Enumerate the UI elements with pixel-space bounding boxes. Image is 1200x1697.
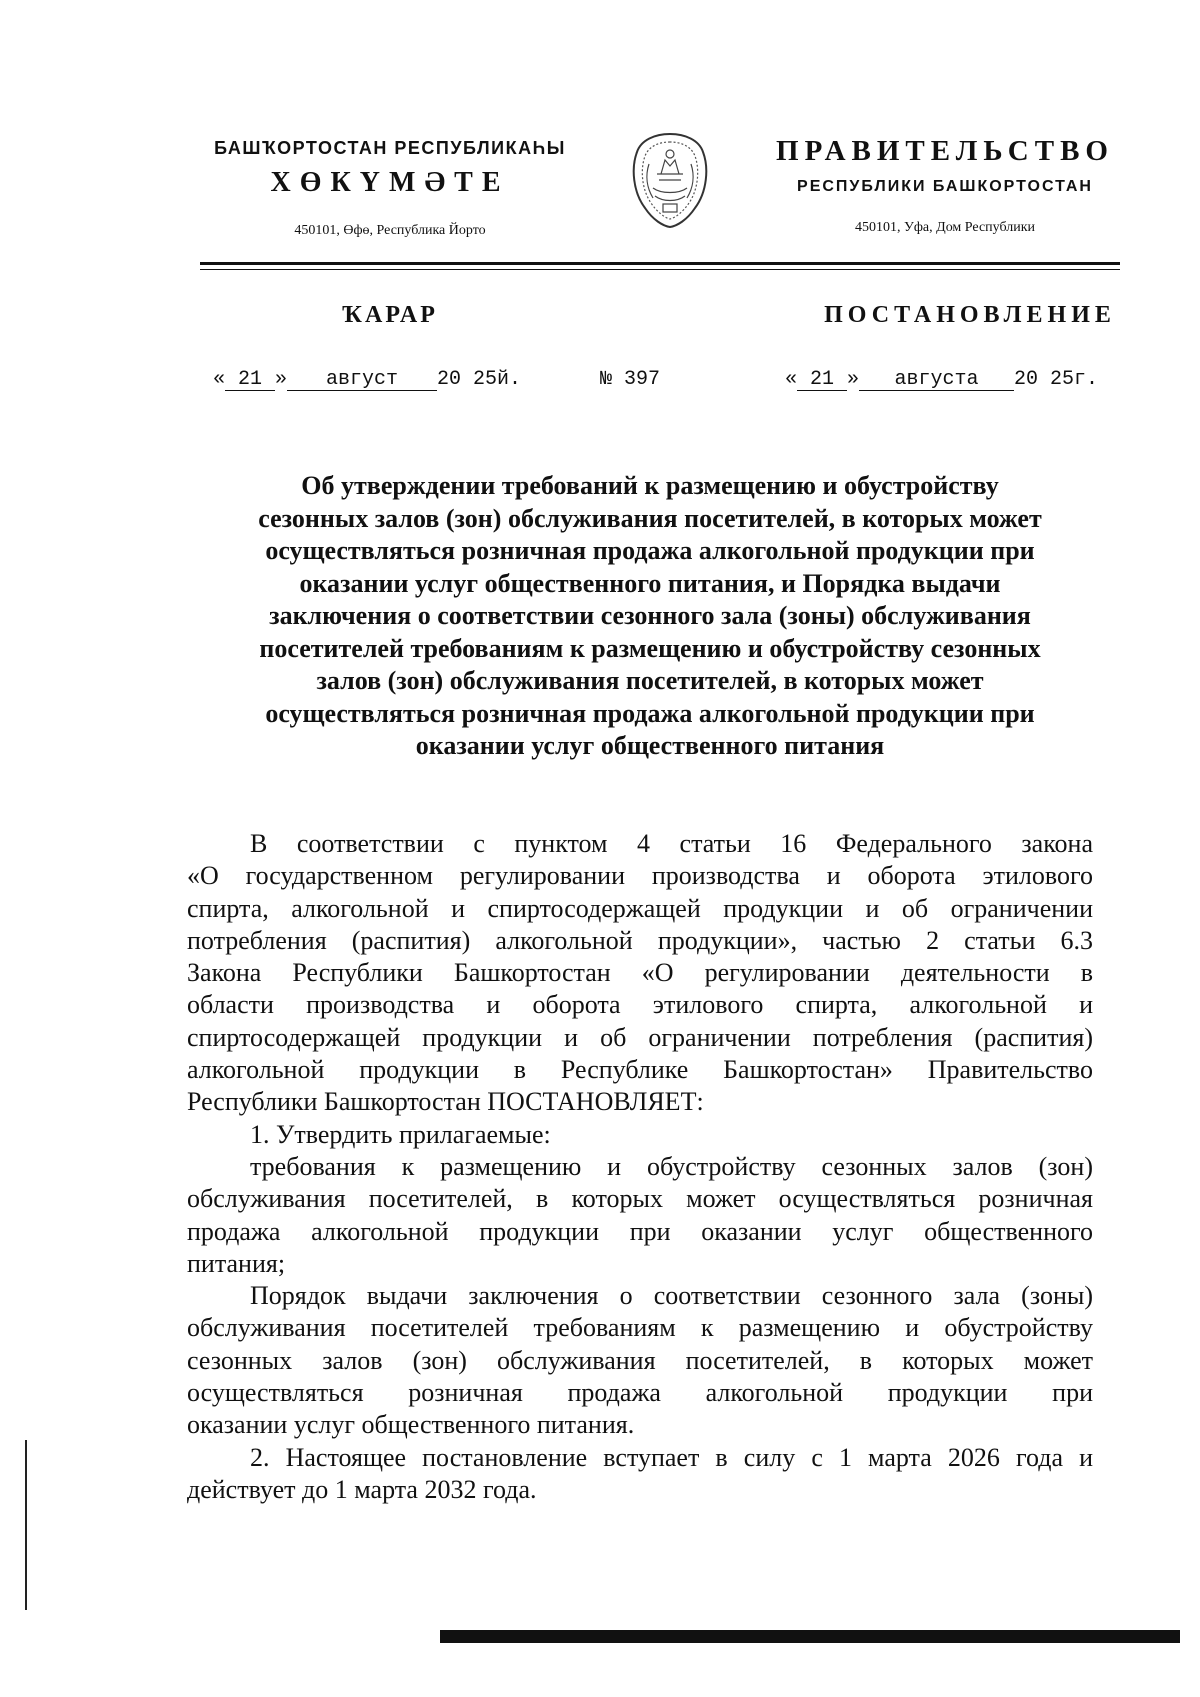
date-right xyxy=(785,368,1098,391)
header-right-republic: РЕСПУБЛИКИ БАШКОРТОСТАН xyxy=(797,178,1093,195)
date-right-day: 21 xyxy=(797,370,847,391)
document-body xyxy=(187,828,1093,1506)
header-divider-thin xyxy=(200,269,1120,270)
date-right-month: августа xyxy=(859,370,1014,391)
title-line: заключения о соответствии сезонного зала (зоны) обслуживания xyxy=(269,601,1031,630)
body-line: сезонных залов (зон) обслуживания посетителей, в которых может xyxy=(187,1345,1093,1375)
body-line: спирта, алкогольной и спиртосодержащей продукции и об ограничении xyxy=(187,893,1093,923)
date-left xyxy=(213,368,521,391)
body-line: осуществляться розничная продажа алкогольной продукции при xyxy=(187,1378,1093,1408)
body-line: В соответствии с пунктом 4 статьи 16 Федерального закона xyxy=(250,829,1093,858)
header-left-government: ХӨКҮМӘТЕ xyxy=(270,167,510,198)
body-line: потребления (распития) алкогольной продукции», частью 2 статьи 6.3 xyxy=(187,925,1093,955)
scan-bottom-rule xyxy=(440,1630,1180,1643)
header-divider-thick xyxy=(200,262,1120,265)
body-line: оказании услуг общественного питания. xyxy=(187,1410,635,1440)
body-line: продажа алкогольной продукции при оказании услуг общественного xyxy=(187,1216,1093,1246)
body-line: обслуживания посетителей требованиям к размещению и обустройству xyxy=(187,1313,1093,1343)
document-number: № 397 xyxy=(600,368,661,391)
header-left-republic: БАШҠОРТОСТАН РЕСПУБЛИКАҺЫ xyxy=(214,138,566,158)
doc-type-left: ҠАРАР xyxy=(342,302,438,328)
body-line: алкогольной продукции в Республике Башкортостан» Правительство xyxy=(187,1055,1093,1085)
body-line: требования к размещению и обустройству сезонных залов (зон) xyxy=(250,1151,1093,1181)
title-line: осуществляться розничная продажа алкогольной продукции при xyxy=(265,536,1035,565)
title-line: сезонных залов (зон) обслуживания посетителей, в которых может xyxy=(258,503,1042,533)
title-line: оказании услуг общественного питания xyxy=(415,731,885,760)
body-line: спиртосодержащей продукции и об ограничении потребления (распития) xyxy=(187,1022,1093,1052)
date-left-close-quote: » xyxy=(275,368,288,391)
date-right-open-quote: « xyxy=(785,368,798,391)
title-line: Об утверждении требований к размещению и обустройству xyxy=(301,471,999,500)
coat-of-arms-emblem-icon xyxy=(625,130,715,230)
body-line: Закона Республики Башкортостан «О регулировании деятельности в xyxy=(187,958,1093,988)
title-line: посетителей требованиям к размещению и обустройству сезонных xyxy=(259,633,1041,663)
date-left-day: 21 xyxy=(225,370,275,391)
title-line: осуществляться розничная продажа алкогольной продукции при xyxy=(265,698,1035,728)
header-left-address: 450101, Өфө, Республика Йорто xyxy=(294,223,486,238)
header-right-block xyxy=(770,135,1120,236)
document-title xyxy=(190,470,1110,763)
body-line: питания; xyxy=(187,1248,286,1278)
body-line: Порядок выдачи заключения о соответствии сезонного зала (зоны) xyxy=(250,1281,1093,1311)
body-line: области производства и оборота этилового спирта, алкогольной и xyxy=(187,990,1093,1020)
date-left-open-quote: « xyxy=(213,368,226,391)
body-line: действует до 1 марта 2032 года. xyxy=(187,1474,537,1504)
scan-margin-line xyxy=(25,1440,27,1610)
date-left-year: 20 25й. xyxy=(437,368,522,391)
header-right-address: 450101, Уфа, Дом Республики xyxy=(854,220,1036,235)
date-left-month: август xyxy=(287,370,437,391)
header-right-government: ПРАВИТЕЛЬСТВО xyxy=(776,135,1114,167)
header-left-block xyxy=(200,138,580,239)
body-line: Республики Башкортостан ПОСТАНОВЛЯЕТ: xyxy=(187,1087,704,1117)
body-line: 2. Настоящее постановление вступает в силу с 1 марта 2026 года и xyxy=(250,1442,1093,1472)
body-line: обслуживания посетителей, в которых может осуществляться розничная xyxy=(187,1184,1093,1214)
body-line: 1. Утвердить прилагаемые: xyxy=(250,1119,551,1149)
title-line: оказании услуг общественного питания, и Порядка выдачи xyxy=(299,568,1001,598)
doc-type-right: ПОСТАНОВЛЕНИЕ xyxy=(824,302,1116,328)
title-line: залов (зон) обслуживания посетителей, в которых может xyxy=(316,666,984,695)
body-line: «О государственном регулировании производства и оборота этилового xyxy=(187,861,1093,891)
date-right-year: 20 25г. xyxy=(1014,368,1099,391)
date-right-close-quote: » xyxy=(847,368,860,391)
